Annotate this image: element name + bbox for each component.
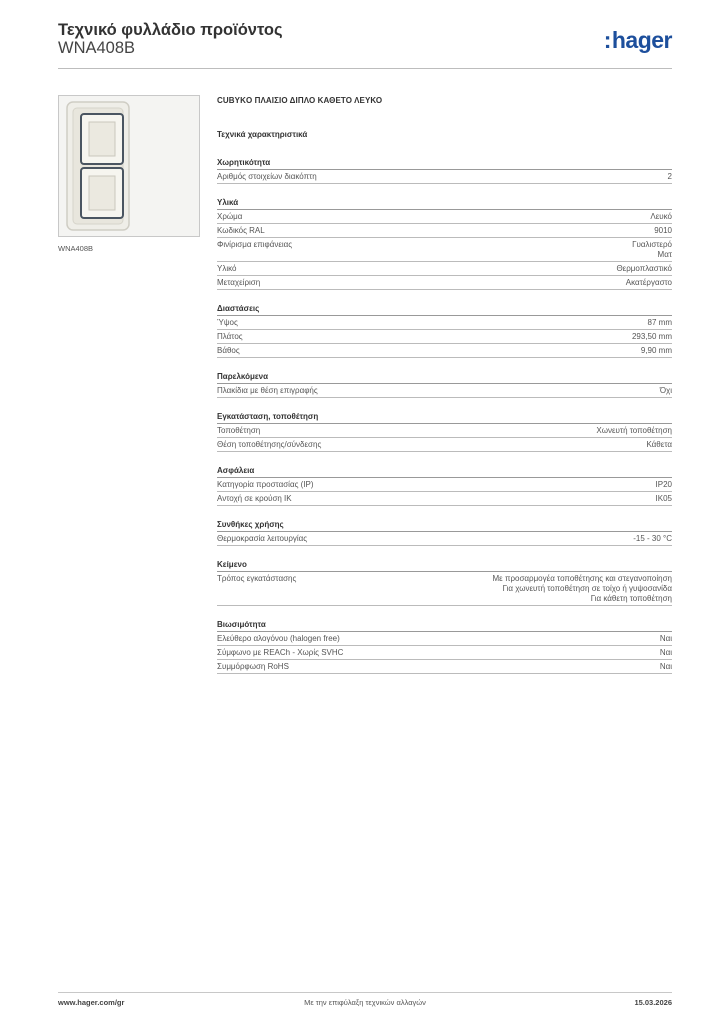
spec-row bbox=[217, 532, 672, 546]
specifications bbox=[217, 96, 672, 674]
spec-row bbox=[217, 646, 672, 660]
spec-row bbox=[217, 238, 672, 262]
spec-value: 2 bbox=[667, 172, 672, 181]
spec-group-title: Κείμενο bbox=[217, 559, 672, 572]
spec-groups bbox=[217, 157, 672, 674]
spec-value: Θερμοπλαστικό bbox=[616, 264, 672, 273]
spec-label: Κατηγορία προστασίας (IP) bbox=[217, 480, 314, 489]
page-header bbox=[58, 20, 672, 70]
spec-row bbox=[217, 424, 672, 438]
spec-row bbox=[217, 330, 672, 344]
spec-group bbox=[217, 619, 672, 674]
spec-value: 9,90 mm bbox=[640, 346, 672, 355]
spec-value: IK05 bbox=[655, 494, 672, 503]
spec-label: Θερμοκρασία λειτουργίας bbox=[217, 534, 308, 543]
spec-row bbox=[217, 384, 672, 398]
spec-row bbox=[217, 224, 672, 238]
spec-group bbox=[217, 559, 672, 606]
spec-value: Ναι bbox=[659, 662, 672, 671]
spec-value: Όχι bbox=[659, 386, 672, 395]
spec-group-title: Υλικά bbox=[217, 197, 672, 210]
spec-row bbox=[217, 210, 672, 224]
spec-value: Λευκό bbox=[650, 212, 672, 221]
spec-value: IP20 bbox=[655, 480, 672, 489]
spec-value: Με προσαρμογέα τοποθέτησης και στεγανοποίηση Για χωνευτή τοποθέτηση σε τοίχο ή γυψοσανίδα Για κάθετη τοποθέτηση bbox=[492, 574, 672, 603]
spec-label: Τρόπος εγκατάστασης bbox=[217, 574, 297, 583]
document-title: Τεχνικό φυλλάδιο προϊόντος bbox=[58, 21, 283, 39]
spec-row bbox=[217, 478, 672, 492]
spec-value: Γυαλιστερό Ματ bbox=[632, 240, 672, 259]
header-divider bbox=[58, 68, 672, 69]
spec-label: Συμμόρφωση RoHS bbox=[217, 662, 289, 671]
spec-group bbox=[217, 465, 672, 506]
spec-row bbox=[217, 438, 672, 452]
spec-label: Ελεύθερο αλογόνου (halogen free) bbox=[217, 634, 340, 643]
spec-group bbox=[217, 303, 672, 358]
technical-section-title: Τεχνικά χαρακτηριστικά bbox=[217, 130, 308, 139]
spec-group bbox=[217, 371, 672, 398]
footer-divider bbox=[58, 992, 672, 993]
spec-label: Χρώμα bbox=[217, 212, 243, 221]
footer-date: 15.03.2026 bbox=[634, 998, 672, 1007]
spec-label: Πλακίδια με θέση επιγραφής bbox=[217, 386, 318, 395]
spec-label: Κωδικός RAL bbox=[217, 226, 265, 235]
spec-label: Σύμφωνο με REACh - Χωρίς SVHC bbox=[217, 648, 344, 657]
spec-value: 293,50 mm bbox=[631, 332, 672, 341]
spec-label: Πλάτος bbox=[217, 332, 243, 341]
spec-value: -15 - 30 °C bbox=[633, 534, 672, 543]
spec-row bbox=[217, 344, 672, 358]
spec-row bbox=[217, 632, 672, 646]
spec-group-title: Διαστάσεις bbox=[217, 303, 672, 316]
spec-group bbox=[217, 519, 672, 546]
spec-value: Ναι bbox=[659, 634, 672, 643]
hager-logo[interactable]: :hager bbox=[603, 27, 672, 53]
spec-value: Ναι bbox=[659, 648, 672, 657]
spec-group-title: Παρελκόμενα bbox=[217, 371, 672, 384]
product-code-heading: WNA408B bbox=[58, 39, 136, 57]
spec-label: Υλικό bbox=[217, 264, 237, 273]
spec-label: Θέση τοποθέτησης/σύνδεσης bbox=[217, 440, 322, 449]
spec-group bbox=[217, 411, 672, 452]
spec-label: Φινίρισμα επιφάνειας bbox=[217, 240, 293, 249]
spec-group-title: Συνθήκες χρήσης bbox=[217, 519, 672, 532]
spec-group bbox=[217, 157, 672, 184]
image-caption: WNA408B bbox=[58, 244, 94, 253]
spec-group-title: Εγκατάσταση, τοποθέτηση bbox=[217, 411, 672, 424]
product-name: CUBYKO ΠΛΑΙΣΙΟ ΔΙΠΛΟ ΚΑΘΕΤΟ ΛΕΥΚΟ bbox=[217, 96, 383, 105]
spec-row bbox=[217, 492, 672, 506]
spec-value: Κάθετα bbox=[646, 440, 672, 449]
spec-row bbox=[217, 660, 672, 674]
spec-value: Ακατέργαστο bbox=[625, 278, 672, 287]
spec-label: Τοποθέτηση bbox=[217, 426, 261, 435]
spec-row bbox=[217, 276, 672, 290]
spec-label: Βάθος bbox=[217, 346, 240, 355]
spec-label: Αριθμός στοιχείων διακόπτη bbox=[217, 172, 317, 181]
spec-group bbox=[217, 197, 672, 290]
double-frame-illustration bbox=[59, 96, 199, 236]
spec-label: Μεταχείριση bbox=[217, 278, 261, 287]
spec-group-title: Βιωσιμότητα bbox=[217, 619, 672, 632]
product-image bbox=[58, 95, 200, 237]
footer-website-link[interactable]: www.hager.com/gr bbox=[58, 998, 125, 1007]
spec-value: 87 mm bbox=[647, 318, 672, 327]
spec-label: Αντοχή σε κρούση IK bbox=[217, 494, 292, 503]
spec-value: Χωνευτή τοποθέτηση bbox=[596, 426, 672, 435]
spec-value: 9010 bbox=[654, 226, 672, 235]
spec-row bbox=[217, 262, 672, 276]
spec-group-title: Ασφάλεια bbox=[217, 465, 672, 478]
footer-notice: Με την επιφύλαξη τεχνικών αλλαγών bbox=[304, 998, 426, 1007]
spec-row bbox=[217, 572, 672, 606]
spec-label: Ύψος bbox=[217, 318, 238, 327]
spec-row bbox=[217, 170, 672, 184]
spec-row bbox=[217, 316, 672, 330]
spec-group-title: Χωρητικότητα bbox=[217, 157, 672, 170]
logo-text: hager bbox=[611, 27, 672, 53]
